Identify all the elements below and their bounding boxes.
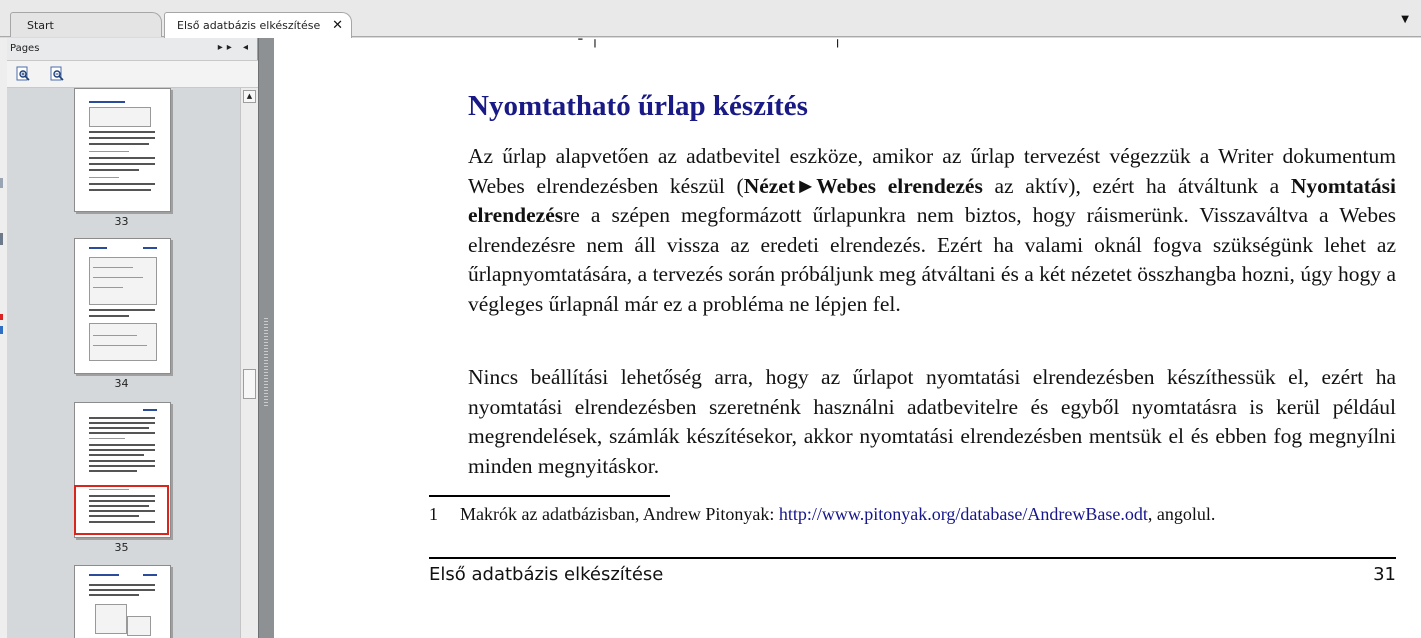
zoom-out-thumbnails-icon[interactable] [49, 66, 65, 82]
paragraph-text: az aktív), ezért ha átváltunk a [982, 173, 1291, 198]
footnote [429, 504, 1215, 525]
thumbnail-page-number: 33 [114, 215, 129, 228]
bold-menu-path: Nézet►Webes elrendezés [743, 173, 983, 198]
edge-marker [0, 178, 3, 188]
close-icon[interactable]: ✕ [332, 18, 343, 33]
page-thumbnail[interactable] [74, 565, 171, 638]
thumbnail-page-number: 35 [114, 541, 129, 554]
footnote-number: 1 [429, 504, 438, 524]
body-paragraph [468, 142, 1396, 319]
footer-separator [429, 557, 1396, 559]
splitter-grip[interactable] [264, 318, 268, 408]
zoom-in-thumbnails-icon[interactable] [15, 66, 31, 82]
body-paragraph: Nincs beállítási lehetőség arra, hogy az űrlapot nyomtatási elrendezésben készíthessük el, ezért ha nyomtatási elrendezésben szeretnénk használni adatbevitelre és egyből nyomtatásra is kerül például megrendelések, számlák készítésekor, akkor nyomtatási elrendezésben mentsük el és ebben fog megnyílni minden megnyitáskor. [468, 365, 1396, 478]
tab-start-label: Start [27, 19, 54, 32]
scrollbar-thumb[interactable] [243, 369, 256, 399]
left-edge-strip [0, 38, 7, 638]
section-heading: Nyomtatható űrlap készítés [468, 90, 808, 122]
footnote-tail: , angolul. [1147, 504, 1216, 524]
thumbnail-page-number: 34 [114, 377, 129, 390]
pages-panel [7, 38, 258, 638]
thumbnail-scrollbar[interactable] [240, 88, 258, 638]
bold-term: Nyomtatási elrendezés [468, 173, 1396, 227]
tab-document[interactable] [164, 12, 352, 38]
footer-page-number: 31 [1373, 564, 1396, 585]
scroll-up-icon[interactable]: ▲ [243, 90, 256, 103]
tab-list-dropdown-icon[interactable]: ▼ [1401, 14, 1409, 25]
pages-panel-title: Pages [10, 43, 40, 54]
tab-start[interactable] [10, 12, 162, 37]
footnote-text: Makrók az adatbázisban, Andrew Pitonyak: [460, 504, 779, 524]
tab-document-label: Első adatbázis elkészítése [177, 19, 321, 32]
footnote-separator [429, 495, 670, 497]
page-thumbnail[interactable] [74, 238, 171, 374]
clipped-text-fragment: ╶ ╷ ╷ [574, 38, 844, 48]
footnote-link[interactable]: http://www.pitonyak.org/database/AndrewBase.odt [778, 504, 1148, 524]
pages-toolbar [7, 60, 258, 88]
visible-area-indicator[interactable] [74, 485, 169, 535]
edge-marker [0, 314, 3, 320]
pages-panel-header [7, 38, 258, 60]
edge-marker [0, 233, 3, 245]
document-view[interactable] [274, 38, 1421, 638]
panel-collapse-icon[interactable]: ▸▸ ◂ [217, 42, 252, 53]
footer-title: Első adatbázis elkészítése [429, 564, 664, 585]
thumbnail-list[interactable] [7, 88, 240, 638]
edge-marker [0, 326, 3, 334]
panel-splitter[interactable] [258, 38, 274, 638]
page-thumbnail[interactable] [74, 88, 171, 212]
tab-bar [0, 0, 1421, 37]
paragraph-text: re a szépen megformázott űrlapunkra nem biztos, hogy ráismerünk. Visszaváltva a Webes elrendezésre nem áll vissza az eredeti elrendezés. Ezért ha valami oknál fogva szükségünk lehet az űrlapnyomtatására, a tervezés során próbáljunk meg átváltani és a két nézetet összhangba hozni, úgy hogy a végleges űrlapnál már ez a probléma ne lépjen fel. [468, 203, 1396, 316]
paragraph-text: Az űrlap alapvetően az adatbevitel eszköze, amikor az űrlap tervezést végezzük a Writer dokumentum Webes elrendezésben készül ( [468, 144, 1396, 198]
